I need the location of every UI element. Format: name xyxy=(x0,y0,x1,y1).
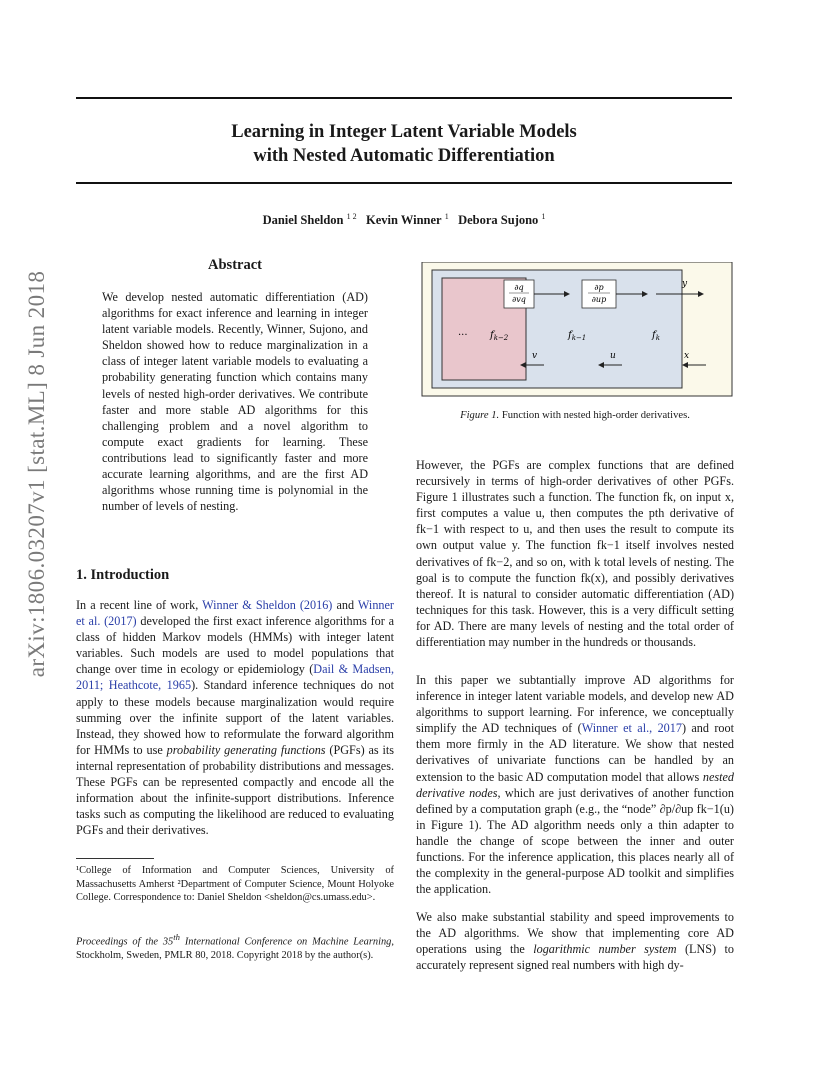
abstract-body: We develop nested automatic differentiation (AD) algorithms for exact inference and learning in integer latent variable models. Recently, Winner, Sujono, and Sheldon showed how to reduce marginalization in a class of integer latent variable models to evaluating a probability generating function which contains many levels of nested high-order derivatives. We contribute faster and more stable AD algorithms for this challenging problem and a novel algorithm to compute exact gradients for learning. These contributions lead to significantly faster and more accurate learning algorithms, and are the first AD algorithms whose running time is polynomial in the number of levels of nesting. xyxy=(102,290,368,514)
dp-numerator: ∂p xyxy=(594,283,604,292)
fk1-subscript: k−1 xyxy=(571,334,587,342)
author-name: Daniel Sheldon xyxy=(262,213,344,228)
text-run: (PGFs) as its internal representation of probability distributions and messages. These PGFs can be represented compactly and encode all the information about the infinite-support distributions. Inference tasks such as computing the likelihood are reduced to evaluating PGFs and their derivatives. xyxy=(76,742,395,838)
citation-link[interactable]: Winner & Sheldon (2016) xyxy=(202,598,333,612)
text-run: In this paper we subtantially improve AD algorithms for inference in integer latent variable models, and develop new AD algorithms to support learning. For inference, we conceptually simplify the AD techniques of ( xyxy=(416,673,734,736)
text-run: (LNS) to accurately represent signed real numbers with high dy- xyxy=(416,942,734,973)
u-label: u xyxy=(610,351,616,361)
title-line-2: with Nested Automatic Differentiation xyxy=(253,146,555,166)
right-paragraph-3 xyxy=(416,909,734,973)
figure-caption-text: Function with nested high-order derivatives. xyxy=(501,410,690,421)
proc-text: , Stockholm, Sweden, PMLR 80, 2018. Copyright 2018 by the author(s). xyxy=(76,936,394,962)
author-name: Kevin Winner xyxy=(366,213,442,228)
text-run: ). Standard inference techniques do not apply to these models because marginalization would require summing over the infinite support of the latent variables. Instead, they showed how to reformulate the forward algorithm for HMMs to use xyxy=(76,678,394,757)
figure-caption-label: Figure 1. xyxy=(460,410,500,421)
paragraph-text: However, the PGFs are complex functions that are defined recursively in terms of high-order derivatives of other PGFs. Figure 1 illustrates such a function. The function fk, on input x, first computes a value u, then computes the pth derivative of fk−1 with respect to u, and then uses the result to compute its own output value y. The function fk−1 itself involves nested derivatives of fk−2, and so on, with k total levels of nesting. The goal is to compute the function fk(x), and possibly derivatives thereof. It is natural to consider automatic differentiation (AD) techniques for this task. However, this is a very difficult setting for AD. There are many levels of nesting and the total order of differentiation may number in the hundreds or thousands. xyxy=(416,458,734,650)
proc-sup: th xyxy=(173,932,180,942)
author-name: Debora Sujono xyxy=(458,213,539,228)
title-line-1: Learning in Integer Latent Variable Models xyxy=(231,122,577,142)
footnote-proceedings xyxy=(76,931,394,963)
paper-title xyxy=(76,120,732,168)
fk-symbol: f xyxy=(652,330,656,341)
emphasis-text: probability generating functions xyxy=(166,742,326,757)
section-heading-introduction: 1. Introduction xyxy=(76,567,170,583)
title-bottom-rule xyxy=(76,182,732,184)
text-run: developed the first exact inference algorithms for a class of hidden Markov models (HMMs) with integer latent variables. Such models are used to model populations that change over time in ecology or epidemiology ( xyxy=(76,614,394,677)
dp-denominator: ∂up xyxy=(591,295,607,304)
citation-link[interactable]: Dail & Madsen, 2011; Heathcote, 1965 xyxy=(76,662,394,693)
abstract-heading: Abstract xyxy=(208,257,262,273)
fk-subscript: k xyxy=(655,334,660,342)
citation-link[interactable]: Winner et al. (2017) xyxy=(76,598,394,629)
fk2-subscript: k−2 xyxy=(493,334,509,342)
arxiv-stamp-text: arXiv:1806.03207v1 [stat.ML] 8 Jun 2018 xyxy=(24,270,49,678)
fk2-symbol: f xyxy=(490,330,494,341)
right-paragraph-1 xyxy=(416,457,734,650)
y-label: y xyxy=(682,279,688,289)
footnote-affiliations: ¹College of Information and Computer Sciences, University of Massachusetts Amherst ²Department of Computer Science, Mount Holyoke College. Correspondence to: Daniel Sheldon <sheldon@cs.umass.edu>. xyxy=(76,865,394,904)
top-rule xyxy=(76,97,732,99)
proc-text: International Conference on Machine Learning xyxy=(179,936,392,948)
text-run: and xyxy=(332,598,358,612)
emphasis-text: nested derivative nodes xyxy=(416,769,734,800)
footnote-rule xyxy=(76,858,154,859)
dq-numerator: ∂q xyxy=(514,283,524,292)
ellipsis-label: ... xyxy=(458,327,468,338)
author-affil: 1 xyxy=(444,212,449,221)
author-list xyxy=(76,212,732,228)
text-run: In a recent line of work, xyxy=(76,598,203,612)
arxiv-stamp xyxy=(22,270,52,678)
emphasis-text: logarithmic number system xyxy=(533,942,677,957)
author-affil: 1 2 xyxy=(346,212,357,221)
figure-1 xyxy=(416,262,736,403)
nested-derivative-diagram xyxy=(416,262,736,398)
intro-paragraph xyxy=(76,597,394,838)
author-affil: 1 xyxy=(541,212,546,221)
fk1-symbol: f xyxy=(568,330,572,341)
text-run: , which are just derivatives of another function defined by a computation graph (e.g., the “node” ∂p/∂up fk−1(u) in Figure 1). The AD algorithm needs only a thin adapter to handle the change of scope between the inner and outer functions. For the inference application, this places nearly all of the complexity in the general-purpose AD toolkit and simplifies the application. xyxy=(416,785,734,897)
right-paragraph-2 xyxy=(416,672,734,897)
x-label: x xyxy=(684,351,690,361)
proc-text: Proceedings of the 35 xyxy=(76,936,174,948)
citation-link[interactable]: Winner et al., 2017 xyxy=(581,721,682,736)
v-label: v xyxy=(532,351,538,361)
text-run: We also make substantial stability and speed improvements to the AD algorithms. We show that implementing core AD operations using the xyxy=(416,910,734,957)
figure-caption xyxy=(416,410,734,421)
text-run: ) and root them more firmly in the AD literature. We show that nested derivatives of univariate functions can be handled by an extension to the basic AD computation model that allows xyxy=(416,721,735,784)
dq-denominator: ∂vq xyxy=(512,295,526,304)
